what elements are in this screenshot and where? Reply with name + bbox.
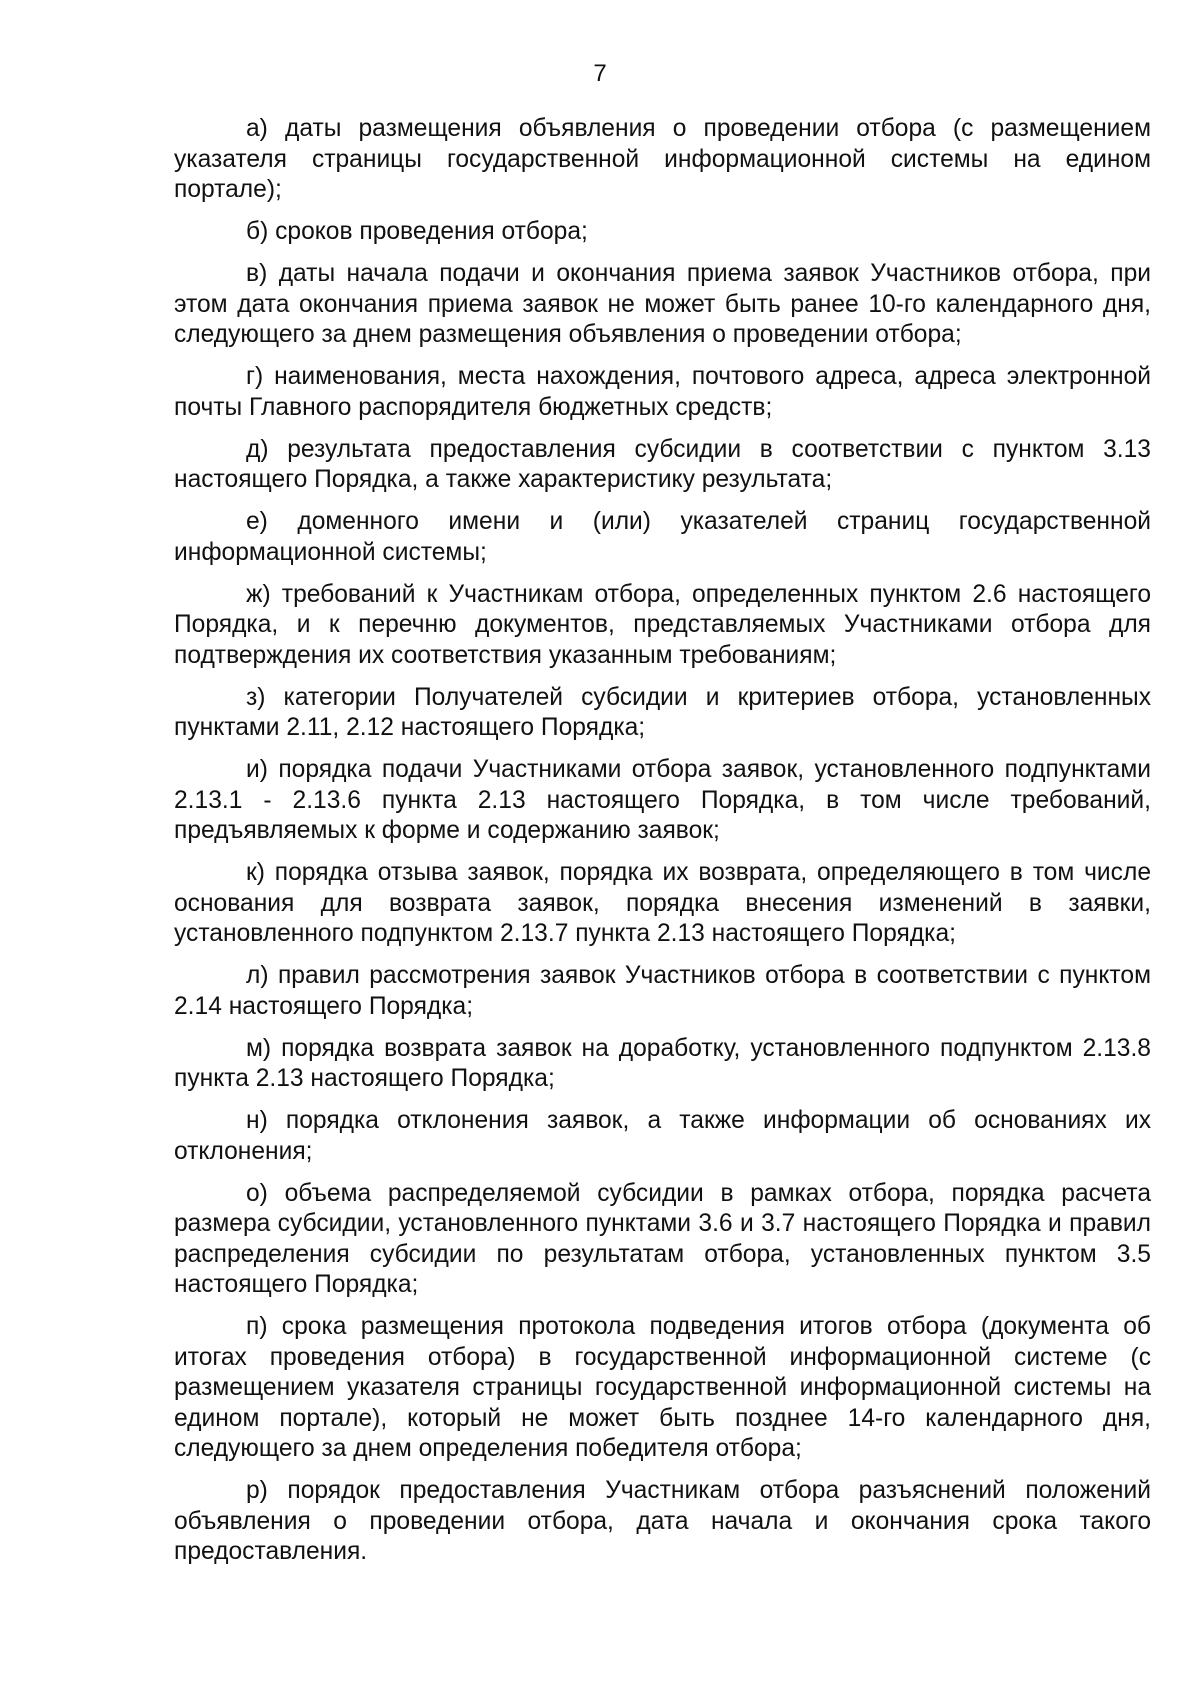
paragraph-e: е) доменного имени и (или) указателей страниц государственной информационной системы; [174,508,1151,566]
paragraph-p: п) срока размещения протокола подведения итогов отбора (документа об итогах проведения отбора) в государственной информационной системе (с размещением указателя страницы государственной информационной системы на едином портале), который не может быть позднее 14-го календарного дня, следующего за днем определения победителя отбора; [174,1313,1151,1462]
paragraph-l: л) правил рассмотрения заявок Участников отбора в соответствии с пунктом 2.14 настоящего Порядка; [174,962,1151,1020]
paragraph-r: р) порядок предоставления Участникам отбора разъяснений положений объявления о проведении отбора, дата начала и окончания срока такого предоставления. [174,1477,1151,1565]
paragraph-zh: ж) требований к Участникам отбора, определенных пунктом 2.6 настоящего Порядка, и к перечню документов, представляемых Участниками отбора для подтверждения их соответствия указанным требованиям; [174,580,1151,669]
paragraph-b: б) сроков проведения отбора; [246,218,588,245]
paragraph-o: о) объема распределяемой субсидии в рамках отбора, порядка расчета размера субсидии, установленного пунктами 3.6 и 3.7 настоящего Порядка и правил распределения субсидии по результатам отбора, установленных пунктом 3.5 настоящего Порядка; [174,1179,1151,1298]
page-number: 7 [593,60,607,87]
paragraph-n: н) порядка отклонения заявок, а также информации об основаниях их отклонения; [174,1107,1151,1165]
paragraph-i: и) порядка подачи Участниками отбора заявок, установленного подпунктами 2.13.1 - 2.13.6 пункта 2.13 настоящего Порядка, в том числе требований, предъявляемых к форме и содержанию заявок; [174,756,1151,844]
paragraph-v: в) даты начала подачи и окончания приема заявок Участников отбора, при этом дата окончания приема заявок не может быть ранее 10-го календарного дня, следующего за днем размещения объявления о проведении отбора; [174,260,1151,348]
paragraph-k: к) порядка отзыва заявок, порядка их возврата, определяющего в том числе основания для возврата заявок, порядка внесения изменений в заявки, установленного подпунктом 2.13.7 пункта 2.13 настоящего Порядка; [174,859,1151,947]
paragraph-d: д) результата предоставления субсидии в соответствии с пунктом 3.13 настоящего Порядка, а также характеристику результата; [174,435,1151,493]
document-body [174,114,1151,1579]
paragraph-a: а) даты размещения объявления о проведении отбора (с размещением указателя страницы государственной информационной системы на едином портале); [174,115,1151,203]
paragraph-m: м) порядка возврата заявок на доработку, установленного подпунктом 2.13.8 пункта 2.13 настоящего Порядка; [174,1034,1151,1092]
paragraph-z: з) категории Получателей субсидии и критериев отбора, установленных пунктами 2.11, 2.12 настоящего Порядка; [174,683,1151,741]
paragraph-g: г) наименования, места нахождения, почтового адреса, адреса электронной почты Главного распорядителя бюджетных средств; [174,363,1151,421]
